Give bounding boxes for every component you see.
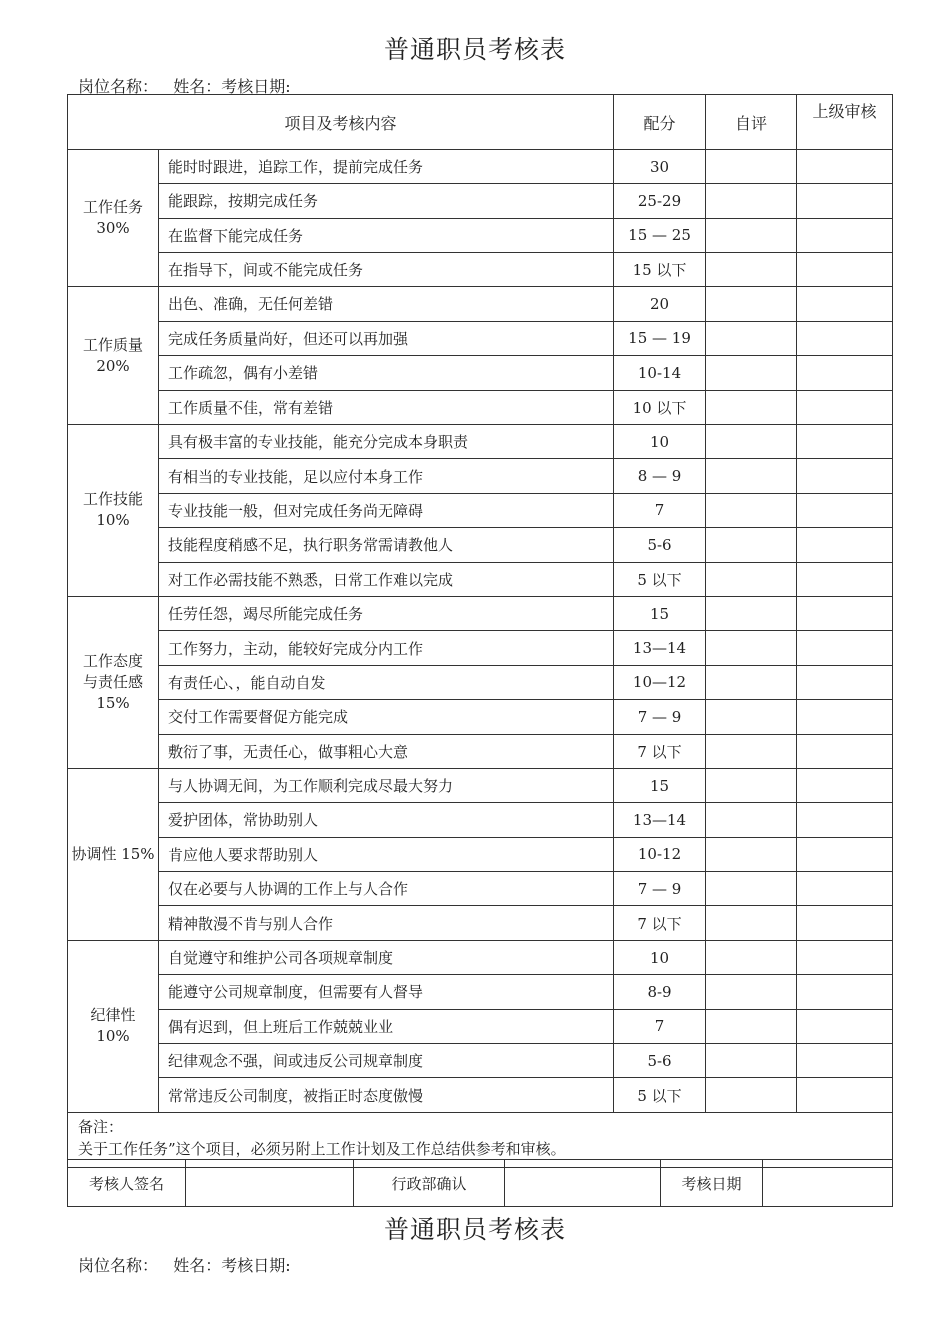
table-header-row [68,95,893,150]
score-range: 10—12 [614,665,706,699]
superior-review-cell[interactable] [797,562,893,596]
self-eval-cell[interactable] [706,184,797,218]
table-row [68,803,893,837]
superior-review-cell[interactable] [797,287,893,322]
superior-review-cell[interactable] [797,631,893,665]
superior-review-cell[interactable] [797,184,893,218]
self-eval-cell[interactable] [706,1044,797,1078]
criteria-text: 工作质量不佳，常有差错 [159,390,614,425]
category-name-line: 工作态度 [82,651,143,670]
superior-review-cell[interactable] [797,1009,893,1043]
table-row [68,1009,893,1043]
score-range: 7 [614,1009,706,1043]
table-row [68,872,893,906]
self-eval-cell[interactable] [706,287,797,322]
criteria-text: 技能程度稍感不足，执行职务常需请教他人 [159,528,614,562]
self-eval-cell[interactable] [706,803,797,837]
header-item: 项目及考核内容 [68,95,614,150]
criteria-text: 自觉遵守和维护公司各项规章制度 [159,940,614,974]
table-row [68,184,893,218]
score-range: 20 [614,287,706,322]
form-meta-line-repeat: 岗位名称： 姓名：考核日期: [78,1256,291,1275]
self-eval-cell[interactable] [706,734,797,768]
criteria-text: 肯应他人要求帮助别人 [159,837,614,871]
table-row [68,493,893,527]
criteria-text: 在指导下，间或不能完成任务 [159,252,614,286]
category-cell [68,596,159,768]
superior-review-cell[interactable] [797,803,893,837]
superior-review-cell[interactable] [797,837,893,871]
self-eval-cell[interactable] [706,150,797,184]
criteria-text: 偶有迟到，但上班后工作兢兢业业 [159,1009,614,1043]
score-range: 7 — 9 [614,700,706,734]
superior-review-cell[interactable] [797,1078,893,1112]
assessment-date-label: 考核日期 [661,1160,763,1207]
category-cell [68,287,159,425]
self-eval-cell[interactable] [706,596,797,630]
signature-row [68,1160,893,1207]
score-range: 15 以下 [614,252,706,286]
score-range: 5 以下 [614,1078,706,1112]
superior-review-cell[interactable] [797,1044,893,1078]
header-superior-review: 上级审核 [797,95,893,150]
self-eval-cell[interactable] [706,562,797,596]
criteria-text: 具有极丰富的专业技能，能充分完成本身职责 [159,425,614,459]
table-row [68,975,893,1009]
score-range: 7 以下 [614,734,706,768]
category-weight: 20% [96,356,130,375]
superior-review-cell[interactable] [797,459,893,493]
table-row [68,150,893,184]
criteria-text: 能时时跟进，追踪工作，提前完成任务 [159,150,614,184]
category-name-line: 与责任感 [82,672,143,691]
table-row [68,252,893,286]
self-eval-cell[interactable] [706,425,797,459]
superior-review-cell[interactable] [797,734,893,768]
superior-review-cell[interactable] [797,906,893,940]
score-range: 15 [614,596,706,630]
table-row [68,1078,893,1112]
admin-confirm-label: 行政部确认 [354,1160,505,1207]
self-eval-cell[interactable] [706,837,797,871]
category-name-line: 纪律性 [90,1006,136,1025]
superior-review-cell[interactable] [797,940,893,974]
category-cell [68,425,159,597]
criteria-text: 敷衍了事，无责任心，做事粗心大意 [159,734,614,768]
superior-review-cell[interactable] [797,700,893,734]
self-eval-cell[interactable] [706,1009,797,1043]
superior-review-cell[interactable] [797,252,893,286]
assessor-signature-label: 考核人签名 [68,1160,186,1207]
score-range: 10 [614,425,706,459]
table-row [68,837,893,871]
superior-review-cell[interactable] [797,356,893,391]
superior-review-cell[interactable] [797,321,893,356]
table-row [68,459,893,493]
criteria-text: 有责任心、，能自动自发 [159,665,614,699]
score-range: 7 以下 [614,906,706,940]
score-range: 8 — 9 [614,459,706,493]
self-eval-cell[interactable] [706,459,797,493]
table-row [68,528,893,562]
category-name-line: 工作任务 [82,198,143,216]
table-row [68,390,893,425]
superior-review-cell[interactable] [797,768,893,802]
assessor-signature-field[interactable] [186,1160,354,1207]
criteria-text: 对工作必需技能不熟悉，日常工作难以完成 [159,562,614,596]
score-range: 10-12 [614,837,706,871]
self-eval-cell[interactable] [706,665,797,699]
criteria-text: 在监督下能完成任务 [159,218,614,252]
category-name-line: 工作质量 [82,335,143,354]
criteria-text: 能跟踪，按期完成任务 [159,184,614,218]
criteria-text: 出色、准确，无任何差错 [159,287,614,322]
self-eval-cell[interactable] [706,218,797,252]
category-cell [68,150,159,287]
self-eval-cell[interactable] [706,321,797,356]
category-name-line: 工作技能 [82,490,143,509]
score-range: 5-6 [614,1044,706,1078]
self-eval-cell[interactable] [706,768,797,802]
score-range: 15 — 25 [614,218,706,252]
self-eval-cell[interactable] [706,906,797,940]
criteria-text: 有相当的专业技能，足以应付本身工作 [159,459,614,493]
category-name-line: 协调性 15% [71,844,155,863]
score-range: 15 — 19 [614,321,706,356]
score-range: 10-14 [614,356,706,391]
self-eval-cell[interactable] [706,631,797,665]
signature-table [67,1159,893,1207]
table-row [68,734,893,768]
criteria-text: 交付工作需要督促方能完成 [159,700,614,734]
form-title: 普通职员考核表 [383,35,566,64]
superior-review-cell[interactable] [797,872,893,906]
criteria-text: 常常违反公司制度，被指正时态度傲慢 [159,1078,614,1112]
table-row [68,218,893,252]
criteria-text: 与人协调无间，为工作顺利完成尽最大努力 [159,768,614,802]
score-range: 7 — 9 [614,872,706,906]
self-eval-cell[interactable] [706,390,797,425]
category-cell [68,940,159,1112]
table-row [68,596,893,630]
table-row [68,906,893,940]
criteria-text: 任劳任怨，竭尽所能完成任务 [159,596,614,630]
self-eval-cell[interactable] [706,252,797,286]
header-score: 配分 [614,95,706,150]
score-range: 15 [614,768,706,802]
criteria-text: 能遵守公司规章制度，但需要有人督导 [159,975,614,1009]
header-self-eval: 自评 [706,95,797,150]
criteria-text: 纪律观念不强，间或违反公司规章制度 [159,1044,614,1078]
notes-text: 关于工作任务”这个项目，必须另附上工作计划及工作总结供参考和审核。 [78,1139,566,1158]
assessment-date-field[interactable] [763,1160,893,1207]
self-eval-cell[interactable] [706,872,797,906]
admin-confirm-field[interactable] [505,1160,661,1207]
criteria-text: 仅在必要与人协调的工作上与人合作 [159,872,614,906]
criteria-text: 完成任务质量尚好，但还可以再加强 [159,321,614,356]
superior-review-cell[interactable] [797,975,893,1009]
table-row [68,425,893,459]
self-eval-cell[interactable] [706,528,797,562]
table-row [68,665,893,699]
superior-review-cell[interactable] [797,390,893,425]
superior-review-cell[interactable] [797,665,893,699]
self-eval-cell[interactable] [706,493,797,527]
table-row [68,287,893,322]
criteria-text: 专业技能一般，但对完成任务尚无障碍 [159,493,614,527]
self-eval-cell[interactable] [706,356,797,391]
table-row [68,768,893,802]
category-weight: 30% [96,219,130,237]
table-row [68,940,893,974]
self-eval-cell[interactable] [706,975,797,1009]
table-row [68,356,893,391]
score-range: 13—14 [614,803,706,837]
score-range: 13—14 [614,631,706,665]
notes-label: 备注： [78,1117,124,1136]
table-row [68,562,893,596]
superior-review-cell[interactable] [797,528,893,562]
superior-review-cell[interactable] [797,425,893,459]
criteria-text: 爱护团体，常协助别人 [159,803,614,837]
score-range: 10 [614,940,706,974]
criteria-text: 工作疏忽，偶有小差错 [159,356,614,391]
form-meta-line: 岗位名称： 姓名：考核日期: [78,77,291,96]
score-range: 5 以下 [614,562,706,596]
category-cell [68,768,159,940]
self-eval-cell[interactable] [706,700,797,734]
table-row [68,321,893,356]
criteria-text: 工作努力，主动，能较好完成分内工作 [159,631,614,665]
table-row [68,631,893,665]
score-range: 8-9 [614,975,706,1009]
score-range: 7 [614,493,706,527]
score-range: 30 [614,150,706,184]
superior-review-cell[interactable] [797,596,893,630]
form-title-repeat: 普通职员考核表 [383,1215,566,1244]
category-weight: 10% [96,511,130,530]
score-range: 10 以下 [614,390,706,425]
superior-review-cell[interactable] [797,493,893,527]
category-weight: 15% [96,693,130,712]
self-eval-cell[interactable] [706,1078,797,1112]
criteria-text: 精神散漫不肯与别人合作 [159,906,614,940]
score-range: 25-29 [614,184,706,218]
category-weight: 10% [96,1027,130,1046]
score-range: 5-6 [614,528,706,562]
self-eval-cell[interactable] [706,940,797,974]
table-row [68,1044,893,1078]
table-row [68,700,893,734]
assessment-table [67,94,893,1168]
superior-review-cell[interactable] [797,150,893,184]
superior-review-cell[interactable] [797,218,893,252]
